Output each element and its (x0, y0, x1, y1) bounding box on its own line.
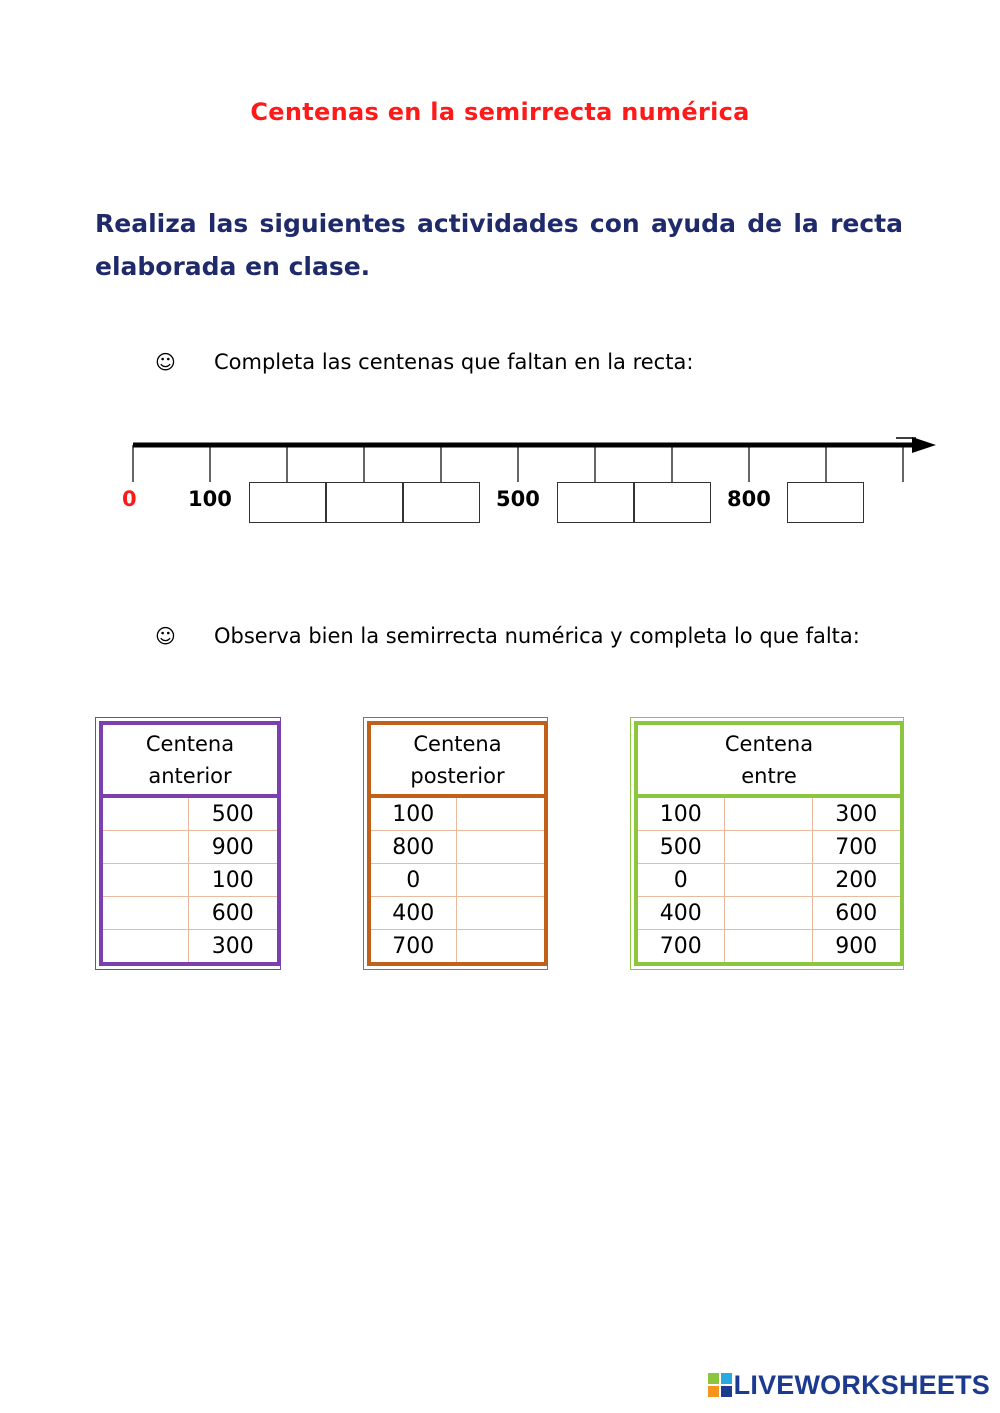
label-800: 800 (727, 487, 771, 511)
page-title: Centenas en la semirrecta numérica (250, 98, 750, 126)
left-value: 100 (636, 796, 724, 831)
left-value: 500 (636, 831, 724, 864)
given-value: 600 (188, 897, 279, 930)
answer-input[interactable] (725, 830, 816, 864)
left-value: 0 (636, 864, 724, 897)
answer-input[interactable] (457, 797, 549, 831)
given-value: 300 (188, 930, 279, 965)
table-row (636, 897, 902, 930)
table-row (101, 864, 279, 897)
number-line (0, 0, 1000, 560)
activity1-instruction: Completa las centenas que faltan en la recta: (214, 350, 694, 374)
table-entre-header (636, 723, 902, 796)
answer-input[interactable] (457, 929, 549, 963)
label-100: 100 (188, 487, 232, 511)
answer-input[interactable] (103, 863, 192, 897)
table-anterior-header-line2: anterior (148, 764, 232, 788)
answer-cell (456, 796, 546, 831)
table-row (369, 930, 546, 965)
answer-cell (101, 796, 188, 831)
number-line-arrowhead (912, 437, 936, 453)
answer-input[interactable] (103, 797, 192, 831)
answer-input[interactable] (103, 929, 192, 963)
answer-cell (101, 897, 188, 930)
table-anterior (99, 721, 281, 966)
left-value: 700 (636, 930, 724, 965)
blank-input-600[interactable] (558, 483, 637, 524)
given-value: 400 (369, 897, 456, 930)
answer-input[interactable] (103, 830, 192, 864)
table-anterior-header (101, 723, 279, 796)
table-row (369, 796, 546, 831)
logo-text: LIVEWORKSHEETS (733, 1370, 990, 1400)
blank-box-200 (249, 482, 326, 523)
blank-box-700 (634, 482, 711, 523)
intro-text: Realiza las siguientes actividades con ayuda de la recta elaborada en clase. (95, 209, 903, 281)
answer-cell (456, 897, 546, 930)
answer-cell (724, 831, 812, 864)
table-row (101, 897, 279, 930)
left-value: 400 (636, 897, 724, 930)
activity2-instruction: Observa bien la semirrecta numérica y completa lo que falta: (214, 624, 860, 648)
answer-cell (456, 831, 546, 864)
blank-input-200[interactable] (250, 483, 329, 524)
right-value: 300 (812, 796, 902, 831)
label-500: 500 (496, 487, 540, 511)
given-value: 500 (188, 796, 279, 831)
right-value: 600 (812, 897, 902, 930)
blank-box-600 (557, 482, 634, 523)
answer-input[interactable] (725, 896, 816, 930)
table-row (101, 796, 279, 831)
table-entre-header-line1: Centena (724, 732, 814, 756)
answer-input[interactable] (725, 863, 816, 897)
answer-cell (456, 864, 546, 897)
label-zero: 0 (122, 487, 137, 511)
answer-cell (724, 796, 812, 831)
answer-input[interactable] (457, 896, 549, 930)
table-anterior-header-line1: Centena (145, 732, 235, 756)
table-row (369, 864, 546, 897)
answer-input[interactable] (457, 863, 549, 897)
right-value: 900 (812, 930, 902, 965)
given-value: 100 (188, 864, 279, 897)
table-entre-header-line2: entre (741, 764, 797, 788)
right-value: 700 (812, 831, 902, 864)
given-value: 100 (369, 796, 456, 831)
smiley-icon: ☺ (155, 350, 176, 374)
liveworksheets-logo (708, 1370, 990, 1401)
blank-input-400[interactable] (404, 483, 483, 524)
answer-cell (724, 864, 812, 897)
table-row (101, 831, 279, 864)
table-row (636, 864, 902, 897)
table-row (636, 831, 902, 864)
blank-box-900 (787, 482, 864, 523)
answer-input[interactable] (725, 797, 816, 831)
answer-input[interactable] (457, 830, 549, 864)
blank-input-300[interactable] (327, 483, 406, 524)
blank-box-300 (326, 482, 403, 523)
given-value: 700 (369, 930, 456, 965)
right-value: 200 (812, 864, 902, 897)
answer-cell (101, 864, 188, 897)
smiley-icon: ☺ (155, 624, 176, 648)
blank-box-400 (403, 482, 480, 523)
table-row (369, 897, 546, 930)
answer-cell (456, 930, 546, 965)
table-posterior (367, 721, 548, 966)
table-row (369, 831, 546, 864)
answer-input[interactable] (103, 896, 192, 930)
table-posterior-header-line2: posterior (410, 764, 505, 788)
answer-cell (724, 897, 812, 930)
answer-cell (101, 831, 188, 864)
given-value: 800 (369, 831, 456, 864)
table-row (636, 796, 902, 831)
table-row (636, 930, 902, 965)
blank-input-700[interactable] (635, 483, 714, 524)
liveworksheets-icon (708, 1373, 732, 1397)
answer-cell (101, 930, 188, 965)
table-posterior-header-line1: Centena (413, 732, 502, 756)
table-entre (634, 721, 904, 966)
answer-cell (724, 930, 812, 965)
table-posterior-header (369, 723, 546, 796)
given-value: 900 (188, 831, 279, 864)
blank-input-900[interactable] (788, 483, 867, 524)
table-row (101, 930, 279, 965)
answer-input[interactable] (725, 929, 816, 963)
given-value: 0 (369, 864, 456, 897)
